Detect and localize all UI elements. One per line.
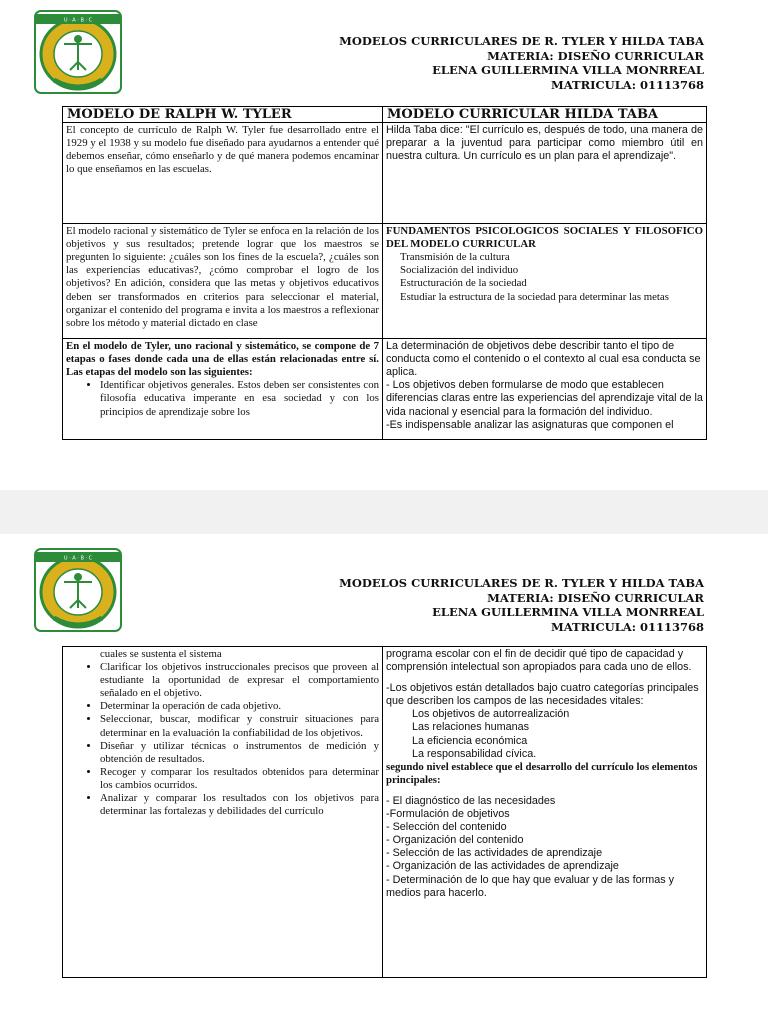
header-id: MATRICULA: 01113768 — [551, 619, 704, 634]
header-subject: MATERIA: DISEÑO CURRICULAR — [487, 590, 704, 605]
list-item: • Determinar la operación de cada objetivo. — [100, 700, 379, 713]
tyler-stages-continued-cell — [63, 647, 383, 978]
tyler-stages-cell — [63, 339, 383, 440]
table-row — [63, 339, 707, 440]
header-subject: MATERIA: DISEÑO CURRICULAR — [487, 48, 704, 63]
svg-text:U · A · B · C: U · A · B · C — [63, 17, 93, 24]
list-item: - Organización del contenido — [386, 834, 524, 847]
header-title: MODELOS CURRICULARES DE R. TYLER Y HILDA TABA — [339, 34, 704, 48]
taba-continued-p1: programa escolar con el fin de decidir qué tipo de capacidad y comprensión intelectual son apropiados para cada uno de ellos. — [386, 648, 692, 674]
tyler-concept-cell — [63, 123, 383, 224]
taba-objectives-p1: La determinación de objetivos debe describir tanto el tipo de conducta como el contenido o el contexto al cual esa conducta se aplica. — [386, 340, 701, 379]
document-header — [339, 576, 704, 634]
list-item: • Clarificar los objetivos instruccionales precisos que proveen al estudiante la oportunidad de expresar el comportamiento señalado en el objetivo. — [100, 661, 379, 700]
tyler-concept-text: El concepto de currículo de Ralph W. Tyler fue desarrollado entre el 1929 y el 1938 y su modelo fue diseñado para ayudarnos a entender qué debemos enseñar, cómo enseñarlo y de qué manera podemos encaminar lo que enseñamos en las escuelas. — [66, 124, 379, 176]
university-seal-logo — [34, 10, 122, 94]
list-item: • Seleccionar, buscar, modificar y construir situaciones para determinar en la evaluación la confiabilidad de los objetivos. — [100, 713, 379, 739]
comparison-table — [62, 106, 707, 440]
svg-text:U · A · B · C: U · A · B · C — [63, 555, 93, 562]
col-taba-title: MODELO CURRICULAR HILDA TABA — [383, 107, 707, 123]
list-item: - Selección de las actividades de aprendizaje — [386, 847, 603, 860]
col-tyler-title: MODELO DE RALPH W. TYLER — [63, 107, 383, 123]
taba-objectives-cell — [383, 339, 707, 440]
list-item: Las relaciones humanas — [412, 721, 530, 734]
list-item: • Analizar y comparar los resultados con los objetivos para determinar las fortalezas y debilidades del currículo — [100, 792, 379, 818]
document-page-2 — [0, 534, 768, 1024]
list-item: Transmisión de la cultura — [400, 251, 510, 264]
table-row — [63, 647, 707, 978]
comparison-table-continued — [62, 646, 707, 978]
list-item: Los objetivos de autorrealización — [412, 708, 570, 721]
header-author: ELENA GUILLERMINA VILLA MONRREAL — [432, 605, 704, 619]
list-item: - Organización de las actividades de aprendizaje — [386, 860, 619, 873]
list-item: • Diseñar y utilizar técnicas o instrumentos de medición y obtención de resultados. — [100, 740, 379, 766]
taba-second-level-title: segundo nivel establece que el desarrollo del currículo los elementos principales: — [386, 760, 698, 786]
list-item: - El diagnóstico de las necesidades — [386, 794, 556, 807]
taba-foundations-title: FUNDAMENTOS PSICOLOGICOS SOCIALES Y FILOSOFICO DEL MODELO CURRICULAR — [386, 225, 703, 251]
table-row — [63, 224, 707, 339]
header-title: MODELOS CURRICULARES DE R. TYLER Y HILDA TABA — [339, 576, 704, 590]
document-header — [339, 34, 704, 92]
tyler-model-cell — [63, 224, 383, 339]
taba-objectives-p2: - Los objetivos deben formularse de modo que establecen diferencias claras entre las experiencias del aprendizaje vital de la vida nacional y esencial para la formación del individuo. — [386, 379, 703, 418]
table-row — [63, 123, 707, 224]
list-item: • Recoger y comparar los resultados obtenidos para determinar los cambios ocurridos. — [100, 766, 379, 792]
tyler-stages-continued: cuales se sustenta el sistema — [100, 648, 222, 660]
header-id: MATRICULA: 01113768 — [551, 77, 704, 92]
taba-foundations-cell — [383, 224, 707, 339]
taba-definition-text: Hilda Taba dice: "El currículo es, después de todo, una manera de preparar a la juventud para participar como miembro útil en nuestra cultura. Un currículo es un plan para el aprendizaje". — [386, 124, 703, 163]
list-item: - Determinación de lo que hay que evaluar y de las formas y medios para hacerlo. — [386, 873, 675, 899]
tyler-stages-intro: En el modelo de Tyler, uno racional y sistemático, se compone de 7 etapas o fases donde cada una de ellas están relacionadas entre sí. Las etapas del modelo son las siguientes: — [66, 340, 379, 379]
list-item: La eficiencia económica — [412, 734, 528, 747]
list-item: Estudiar la estructura de la sociedad para determinar las metas — [400, 290, 669, 303]
document-page-1 — [0, 0, 768, 490]
list-item: - Selección del contenido — [386, 821, 507, 834]
page-separator — [0, 490, 768, 534]
table-header-row — [63, 107, 707, 123]
list-item: • Identificar objetivos generales. Estos deben ser consistentes con filosofía educativa imperante en esa sociedad y con los principios de aprendizaje sobre los — [100, 379, 379, 418]
taba-continued-cell — [383, 647, 707, 978]
tyler-model-text: El modelo racional y sistemático de Tyler se enfoca en la relación de los objetivos y sus resultados; pretende lograr que los maestros se pregunten lo siguiente: ¿cuáles son los fines de la escuela?, ¿cuáles son las experiencias educativas?, ¿cómo comprobar el logro de los objetivos? En adición, considera que las metas y objetivos educativos deben ser transformados en criterios para seleccionar el material, organizar el contenido del programa e invita a los maestros a reflexionar sobre los método y material dictado en clase — [66, 225, 379, 329]
list-item: Socialización del individuo — [400, 264, 519, 277]
taba-objectives-p3: -Es indispensable analizar las asignaturas que componen el — [386, 418, 674, 431]
list-item: La responsabilidad cívica. — [412, 747, 537, 760]
university-seal-logo — [34, 548, 122, 632]
list-item: -Formulación de objetivos — [386, 808, 510, 821]
taba-continued-p2: -Los objetivos están detallados bajo cuatro categorías principales que describen los campos de las necesidades vitales: — [386, 682, 699, 708]
list-item: Estructuración de la sociedad — [400, 277, 527, 290]
taba-definition-cell — [383, 123, 707, 224]
header-author: ELENA GUILLERMINA VILLA MONRREAL — [432, 63, 704, 77]
